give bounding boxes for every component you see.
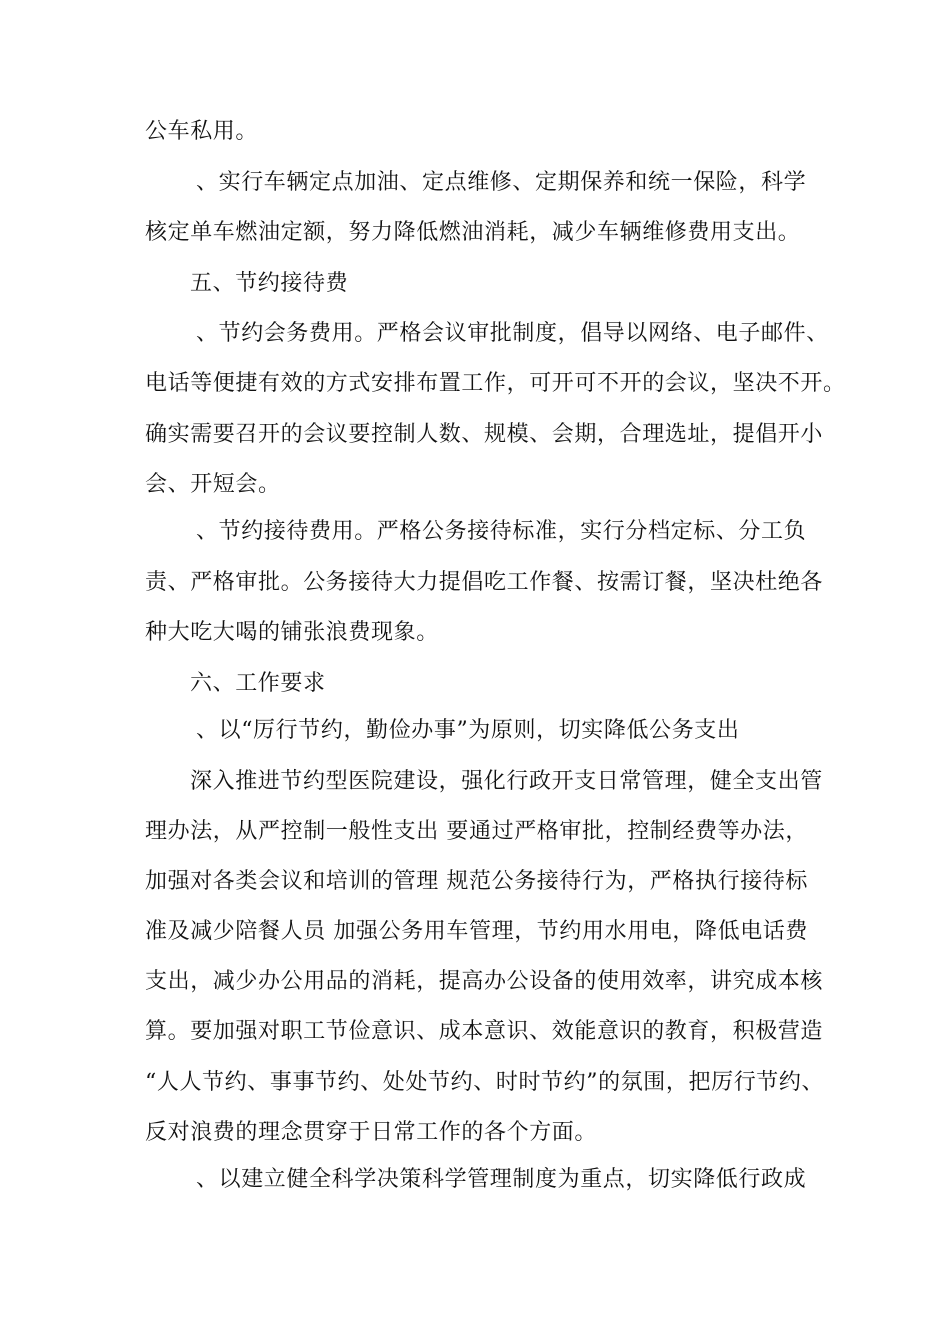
text-line: 深入推进节约型医院建设，强化行政开支日常管理，健全支出管 <box>190 769 823 794</box>
text-line: 、以建立健全科学决策科学管理制度为重点，切实降低行政成 <box>196 1167 807 1192</box>
text-line: 反对浪费的理念贯穿于日常工作的各个方面。 <box>145 1120 598 1145</box>
text-line: 加强对各类会议和培训的管理 规范公务接待行为，严格执行接待标 <box>145 869 808 894</box>
text-line: 支出，减少办公用品的消耗，提高办公设备的使用效率，讲究成本核 <box>145 969 824 994</box>
text-line: 、节约会务费用。严格会议审批制度，倡导以网络、电子邮件、 <box>196 321 829 346</box>
text-line: 电话等便捷有效的方式安排布置工作，可开可不开的会议，坚决不开。 <box>145 371 846 396</box>
text-line: 责、严格审批。公务接待大力提倡吃工作餐、按需订餐，坚决杜绝各 <box>145 570 824 595</box>
text-line: 种大吃大喝的铺张浪费现象。 <box>145 620 439 645</box>
text-line: “人人节约、事事节约、处处节约、时时节约”的氛围，把厉行节约、 <box>145 1070 825 1095</box>
text-line: 确实需要召开的会议要控制人数、规模、会期，合理选址，提倡开小 <box>145 422 824 447</box>
text-line: 、节约接待费用。严格公务接待标准，实行分档定标、分工负 <box>196 519 807 544</box>
text-line: 公车私用。 <box>145 119 259 144</box>
text-line: 理办法，从严控制一般性支出 要通过严格审批，控制经费等办法， <box>145 819 808 844</box>
text-line: 算。要加强对职工节俭意识、成本意识、效能意识的教育，积极营造 <box>145 1019 824 1044</box>
text-line: 、以“厉行节约，勤俭办事”为原则，切实降低公务支出 <box>196 718 740 743</box>
text-line: 核定单车燃油定额，努力降低燃油消耗，减少车辆维修费用支出。 <box>145 220 801 245</box>
text-line: 会、开短会。 <box>145 472 281 497</box>
section-heading: 五、节约接待费 <box>190 271 349 296</box>
text-line: 准及减少陪餐人员 加强公务用车管理，节约用水用电，降低电话费 <box>145 919 808 944</box>
section-heading: 六、工作要求 <box>190 671 326 696</box>
text-line: 、实行车辆定点加油、定点维修、定期保养和统一保险，科学 <box>196 170 807 195</box>
